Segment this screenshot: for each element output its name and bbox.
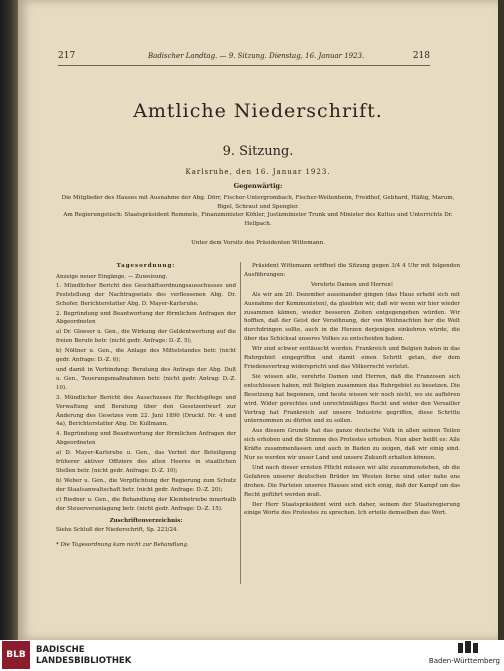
present-heading: Gegenwärtig: (233, 182, 283, 190)
agenda-item: a) D. Mayer-Karlsruhe u. Gen., das Verbot der Beteiligung früherer aktiver Offiziere des alten Heeres in staatlichen Stellen betr. (nicht gedr. Anfrage: D.-Z. 10); (56, 450, 236, 474)
library-name (36, 645, 131, 667)
body-paragraph: Verehrte Damen und Herren! (310, 281, 394, 288)
library-logo: BLB (2, 641, 30, 669)
library-name-line-1: BADISCHE (36, 645, 85, 655)
chair-line: Unter dem Vorsitz des Präsidenten Wittemann. (191, 240, 325, 246)
agenda-item: c) Riedner u. Gen., die Behandlung der Kleinbetriebe innerhalb der Steuerveranlagung betr. (nicht gedr. Anfrage: D.-Z. 15). (56, 496, 236, 512)
body-paragraph: Sie wissen alle, verehrte Damen und Herren, daß die Franzosen sich entschlossen haben, mit Belgien zusammen das Ruhrgebiet zu besetzen. Die Besetzung hat begonnen, und heute wissen wir noch nicht, wo sie aufhören wird. Wider gerechtes und unrechtmäßiges Recht und wider den Versailler Vertrag hat Frankreich auf unsere Industrie gegriffen, diese Schritte unternommen zu dürfen und zu sollen. (244, 373, 460, 425)
correspondence-heading: Zuschriftenverzeichnis: (109, 518, 183, 525)
agenda-item: 3. Mündlicher Bericht des Ausschusses für Rechtspflege und Verwaltung und Beratung über den Gesetzentwurf zur Änderung des Gesetzes vom 22. Juni 1890 (Druckf. Nr. 4 und 4a), Berichterstatter Abg. Dr. Kullmann. (56, 394, 236, 428)
session-date: Karlsruhe, den 16. Januar 1923. (185, 168, 331, 176)
document-title: Amtliche Niederschrift. (133, 100, 383, 122)
correspondence-text: Siehe Schluß der Niederschrift, Sp. 223/24. (56, 527, 179, 534)
attendance-block (56, 194, 460, 229)
library-name-line-2: LANDESBIBLIOTHEK (36, 656, 132, 666)
members-text: Die Mitglieder des Hauses mit Ausnahme der Abg. Dörr, Fischer-Untergrombach, Fischer-Weitenheim, Freidhof, Gebhard, Häßig, Marum, Rigel, Schraut und Spengler. (61, 195, 455, 210)
agenda-intro: Anzeige neuer Eingänge. — Zuweisung. (56, 273, 168, 280)
agenda-footnote: * Die Tagesordnung kam nicht zur Behandlung. (56, 542, 189, 549)
agenda-item: a) Dr. Gloeser u. Gen., die Wirkung der Geldentwertung auf die freien Berufe betr. (nicht gedr. Anfrage: D.-Z. 5); (56, 329, 236, 345)
header-rule (58, 65, 430, 66)
agenda-item: b) Nöltner u. Gen., die Anlage des Mittelstandes betr. (nicht gedr. Anfrage: D.-Z. 6); (56, 348, 236, 364)
government-text: Am Regierungstisch: Staatspräsident Remmele, Finanzminister Köhler, Justizminister Trunk und Minister des Kultus und Unterrichts Dr. Hellpach. (63, 212, 453, 227)
body-paragraph: Aus diesem Grunde hat das ganze deutsche Volk in allen seinen Teilen sich erhoben und die Stimme des Protestes erhoben. Nun aber heißt es: Alle Kräfte zusammenfassen und auch in Baden zu zeigen, daß wir einig sind. Nur so werden wir unser Land und unsere Zukunft erhalten können. (244, 428, 460, 462)
state-emblem-icon (456, 641, 480, 655)
running-header (18, 51, 498, 63)
page-number-right: 218 (412, 51, 430, 61)
body-paragraph: Als wir am 20. Dezember auseinander gingen (das Haus erhebt sich mit Ausnahme der Kommunisten), da glaubten wir, daß wir wenn wir hier wieder zusammen kämen, wieder besseren Zeiten entgegengehen würden. Wir hofften, daß der Geist der Versöhnung, der von Weihnachten her die Welt durchdringen sollte, auch in die Herzen derjenigen einkehren würde, die über das Schicksal unseres Volkes zu entscheiden haben. (244, 291, 460, 343)
body-paragraph: Wir sind schwer enttäuscht worden. Frankreich und Belgien haben in das Ruhrgebiet eingegriffen und damit einen Schritt getan, der dem Friedensvertrag widerspricht und das Völkerrecht verletzt. (244, 346, 460, 370)
minutes-column (244, 262, 460, 519)
agenda-item: 1. Mündlicher Bericht des Geschäftsordnungsausschusses und Feststellung der Nachtragsetats des verflossenen Abg. Dr. Schofer, Berichterstatter Abg. D. Mayer-Karlsruhe. (56, 282, 236, 307)
body-paragraph: Und nach dieser ernsten Pflicht müssen wir alle zusammenstehen, ob die Gefahren unserer deutschen Brüder im Westen ferne sind oder nahe uns drohen. Die Parteien unseres Hauses sind sich einig, daß der Kampf um das Recht geführt werden muß. (244, 464, 460, 498)
page-number-left: 217 (58, 51, 76, 61)
running-title: Badischer Landtag. — 9. Sitzung. Dienstag, 16. Januar 1923. (148, 52, 365, 60)
column-divider (240, 262, 241, 584)
agenda-column (56, 262, 236, 550)
agenda-item: 2. Begründung und Beantwortung der förmlichen Anfragen der Abgeordneten (56, 310, 236, 326)
page-edge (498, 0, 504, 640)
book-spine (0, 0, 18, 640)
body-paragraph: Der Herr Staatspräsident wird sich daher, seinem der Staatsregierung einige Worte des Protestes zu sprechen. Ich erteile demselben das Wort. (244, 501, 460, 517)
agenda-item: 4. Begründung und Beantwortung der förmlichen Anfragen der Abgeordneten (56, 431, 236, 447)
agenda-item: und damit in Verbindung: Beratung des Antrags der Abg. Duß u. Gen., Teuerungsmaßnahmen betr. (nicht gedr. Antrag: D.-Z. 10). (56, 366, 236, 391)
document-page (18, 0, 498, 640)
state-label: Baden-Württemberg (428, 657, 500, 665)
agenda-heading: Tagesordnung: (116, 263, 176, 269)
agenda-item: b) Weber u. Gen., die Verpflichtung der Regierung zum Schutz der Staatsanwaltschaft betr. (nicht gedr. Anfrage: D.-Z. 20); (56, 477, 236, 493)
body-paragraph: Präsident Wittemann eröffnet die Sitzung gegen 3/4 4 Uhr mit folgenden Ausführungen: (244, 263, 460, 278)
session-heading: 9. Sitzung. (222, 144, 294, 159)
